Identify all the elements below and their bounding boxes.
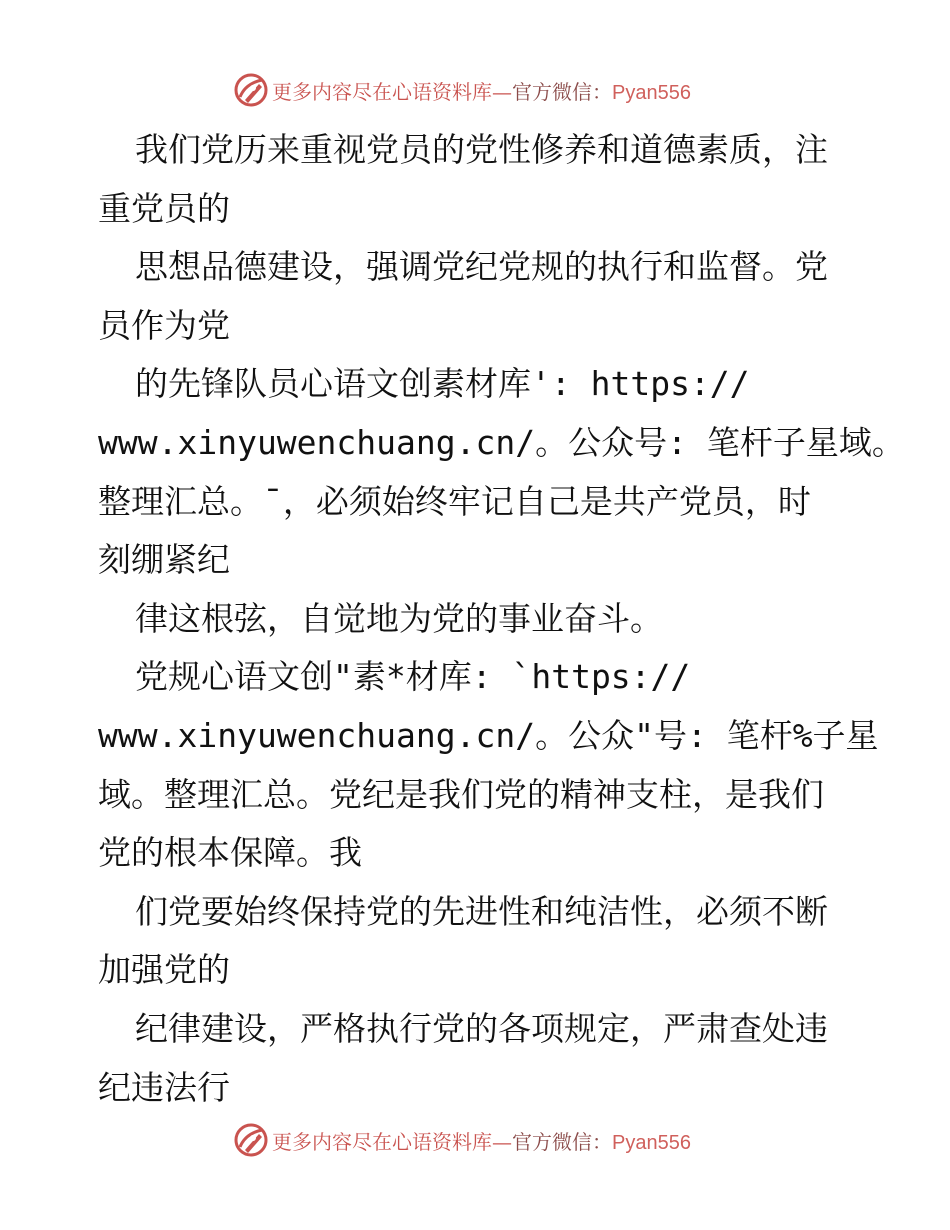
body-line: www.xinyuwenchuang.cn/。公众号: 笔杆子星域。 bbox=[98, 422, 905, 462]
footer-prefix: 更多内容尽在心语资料库— bbox=[272, 1129, 512, 1154]
body-line: 党的根本保障。我 bbox=[98, 833, 362, 873]
document-body bbox=[98, 121, 905, 1117]
footer-banner bbox=[234, 1122, 754, 1158]
body-line: 整理汇总。¯，必须始终牢记自己是共产党员，时 bbox=[98, 481, 811, 521]
footer-wechat-label: 官方微信： bbox=[512, 1129, 612, 1154]
body-line: 纪律建设，严格执行党的各项规定，严肃查处违 bbox=[135, 1008, 828, 1048]
header-banner-text bbox=[272, 76, 691, 105]
body-line: 的先锋队员心语文创素材库': https:// bbox=[135, 364, 750, 404]
body-line: 我们党历来重视党员的党性修养和道德素质，注 bbox=[135, 130, 828, 169]
footer-banner-text bbox=[272, 1126, 691, 1155]
body-line: 加强党的 bbox=[98, 950, 230, 990]
footer-wechat-id: Pyan556 bbox=[612, 1131, 691, 1154]
body-line: 们党要始终保持党的先进性和纯洁性，必须不断 bbox=[135, 891, 828, 931]
body-line: 纪违法行 bbox=[98, 1067, 230, 1107]
header-wechat-label: 官方微信： bbox=[512, 79, 612, 104]
body-line: 重党员的 bbox=[98, 188, 230, 228]
body-line: 思想品德建设，强调党纪党规的执行和监督。党 bbox=[135, 247, 828, 287]
body-line: www.xinyuwenchuang.cn/。公众"号: 笔杆%子星 bbox=[98, 715, 879, 755]
header-banner bbox=[234, 72, 754, 108]
body-line: 员作为党 bbox=[98, 305, 230, 345]
pen-logo-icon bbox=[234, 73, 268, 107]
body-line: 党规心语文创"素*材库: `https:// bbox=[135, 657, 691, 697]
body-line: 域。整理汇总。党纪是我们党的精神支柱，是我们 bbox=[98, 774, 824, 814]
pen-logo-icon bbox=[234, 1123, 268, 1157]
header-wechat-id: Pyan556 bbox=[612, 81, 691, 104]
body-line: 刻绷紧纪 bbox=[98, 540, 230, 580]
header-prefix: 更多内容尽在心语资料库— bbox=[272, 79, 512, 104]
body-line: 律这根弦，自觉地为党的事业奋斗。 bbox=[135, 598, 663, 638]
